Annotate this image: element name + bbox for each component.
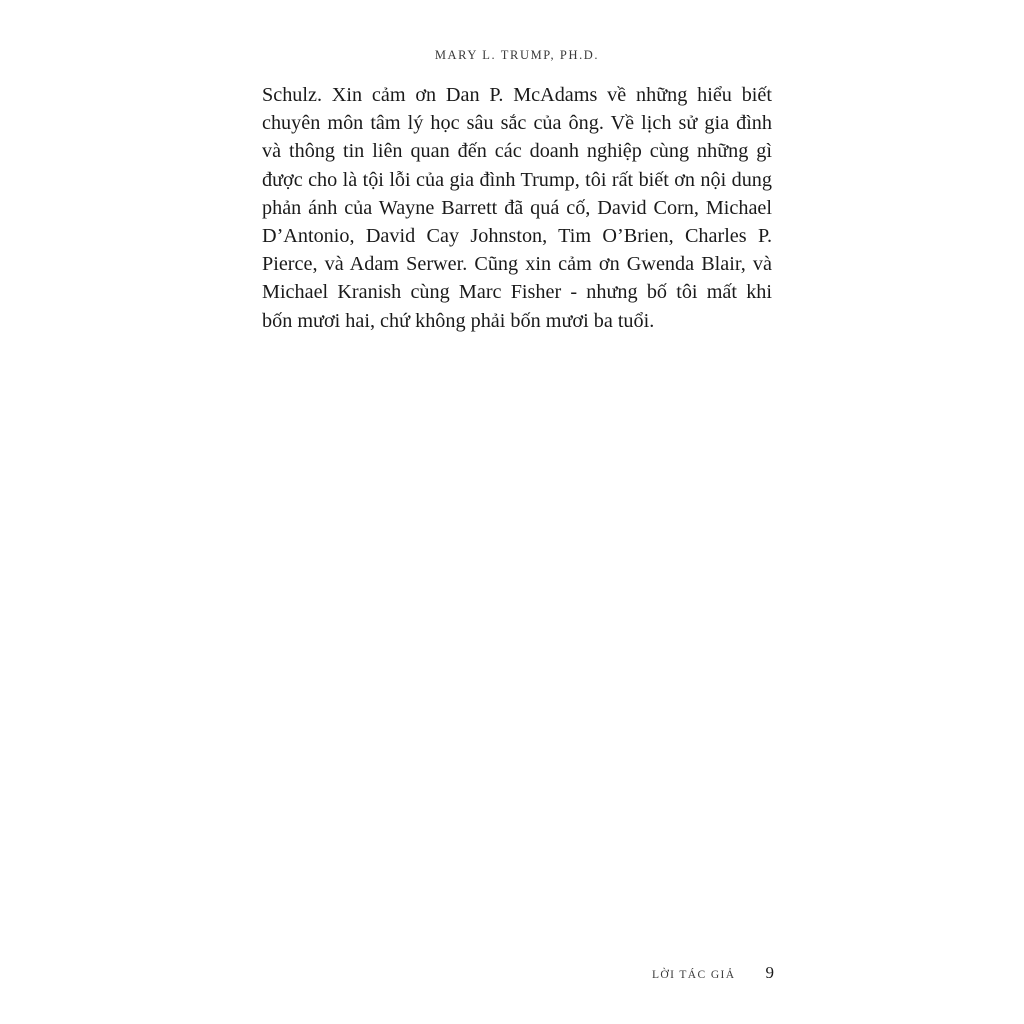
text-line: Michael Kranish cùng Marc Fisher - nhưng bố tôi mất khi (262, 281, 772, 304)
text-line: phản ánh của Wayne Barrett đã quá cố, David Corn, Michael (262, 196, 772, 219)
text-line: D’Antonio, David Cay Johnston, Tim O’Brien, Charles P. (262, 225, 772, 248)
page-number: 9 (765, 963, 774, 982)
running-head: MARY L. TRUMP, PH.D. (434, 48, 600, 62)
text-line: bốn mươi hai, chứ không phải bốn mươi ba tuổi. (262, 309, 655, 332)
body-paragraph (262, 81, 772, 335)
text-line: được cho là tội lỗi của gia đình Trump, tôi rất biết ơn nội dung (262, 168, 772, 191)
text-line: Pierce, và Adam Serwer. Cũng xin cảm ơn Gwenda Blair, và (262, 253, 772, 276)
text-line: Schulz. Xin cảm ơn Dan P. McAdams về những hiểu biết (262, 84, 772, 106)
text-line: và thông tin liên quan đến các doanh nghiệp cùng những gì (262, 140, 772, 163)
page-footer (652, 963, 774, 983)
section-label: LỜI TÁC GIẢ (651, 969, 736, 981)
text-line: chuyên môn tâm lý học sâu sắc của ông. Về lịch sử gia đình (262, 112, 772, 135)
